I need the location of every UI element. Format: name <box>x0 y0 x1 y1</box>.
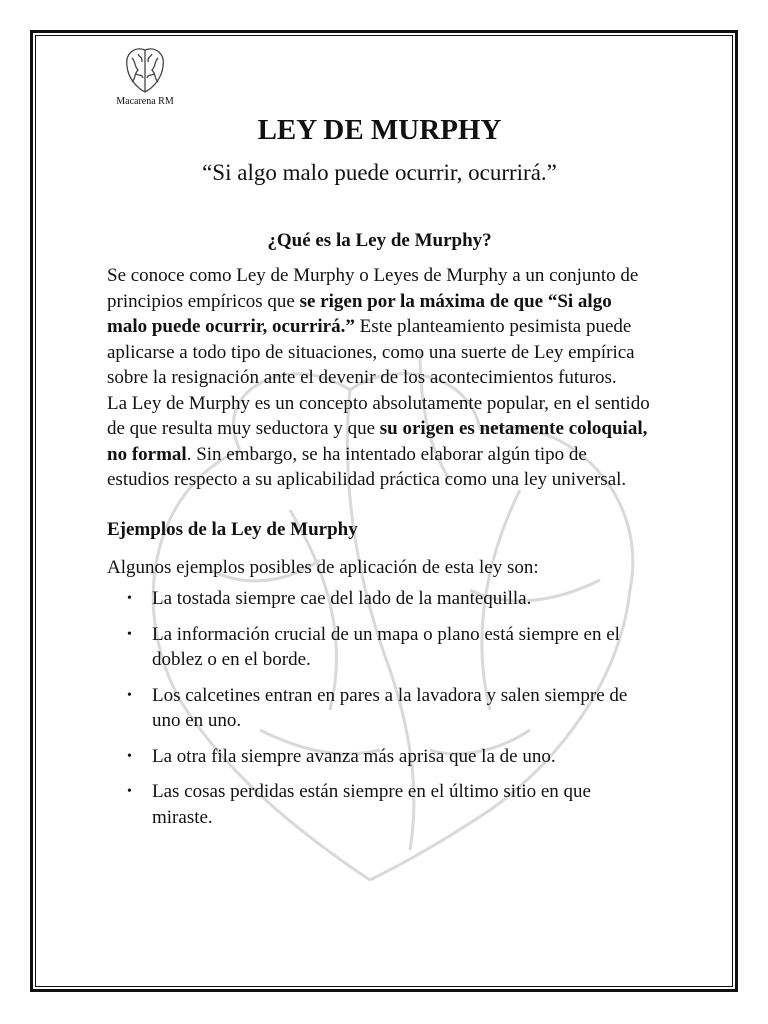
bullet-icon: • <box>127 626 132 642</box>
bullet-icon: • <box>127 784 132 799</box>
document-content <box>107 112 652 840</box>
list-item <box>107 586 652 612</box>
list-item <box>107 744 652 770</box>
examples-intro: Algunos ejemplos posibles de aplicación de esta ley son: <box>107 556 539 578</box>
logo <box>110 44 180 107</box>
brain-heart-logo-icon <box>122 44 168 94</box>
bullet-icon: • <box>127 591 132 606</box>
subtitle-quote: “Si algo malo puede ocurrir, ocurrirá.” <box>202 160 557 185</box>
definition-paragraph-1 <box>107 263 652 391</box>
list-item-text: La información crucial de un mapa o plano está siempre en el doblez o en el borde. <box>152 623 620 670</box>
paragraph-text: La Ley de Murphy es un concepto absolutamente popular, en el sentido de que resulta muy seductora y que <box>107 392 650 439</box>
examples-list <box>107 586 652 830</box>
list-item <box>107 622 652 673</box>
paragraph-text: Se conoce como Ley de Murphy o Leyes de Murphy a un conjunto de principios empíricos que <box>107 265 639 312</box>
list-item-text: Los calcetines entran en pares a la lavadora y salen siempre de uno en uno. <box>152 684 628 731</box>
paragraph-bold-text: su origen es netamente coloquial, no formal <box>107 418 648 465</box>
logo-text: Macarena RM <box>116 96 174 107</box>
list-item-text: La tostada siempre cae del lado de la mantequilla. <box>152 588 532 609</box>
paragraph-text: Este planteamiento pesimista puede aplicarse a todo tipo de situaciones, como una suerte de Ley empírica sobre la resignación ante el devenir de los acontecimientos futuros. <box>107 316 635 388</box>
bullet-icon: • <box>127 748 132 764</box>
list-item <box>107 779 652 830</box>
list-item-text: Las cosas perdidas están siempre en el último sitio en que miraste. <box>152 781 591 828</box>
bullet-icon: • <box>127 687 132 703</box>
paragraph-bold-text: se rigen por la máxima de que “Si algo malo puede ocurrir, ocurrirá.” <box>107 290 612 337</box>
paragraph-text: . Sin embargo, se ha intentado elaborar algún tipo de estudios respecto a su aplicabilidad práctica como una ley universal. <box>107 443 627 490</box>
page-title: LEY DE MURPHY <box>257 114 502 146</box>
definition-paragraph-2 <box>107 391 652 493</box>
list-item <box>107 683 652 734</box>
list-item-text: La otra fila siempre avanza más aprisa que la de uno. <box>152 745 556 767</box>
section-heading-definition: ¿Qué es la Ley de Murphy? <box>267 230 492 251</box>
section-heading-examples: Ejemplos de la Ley de Murphy <box>107 518 358 540</box>
